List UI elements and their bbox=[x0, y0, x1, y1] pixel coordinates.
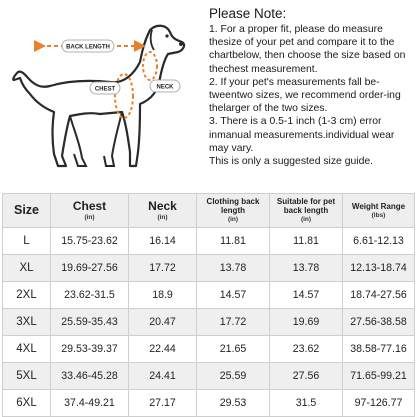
cell-size: XL bbox=[3, 255, 51, 282]
cell-pet-back-length: 23.62 bbox=[270, 336, 343, 363]
cell-weight-range: 38.58-77.16 bbox=[343, 336, 415, 363]
header-clothing-back-length: Clothing back length (in) bbox=[197, 194, 270, 228]
cell-weight-range: 27.56-38.58 bbox=[343, 309, 415, 336]
note-paragraph-2: 2. If your pet's measurements fall be-tweentwo sizes, we recommend order-ing thelarger of the two sizes. bbox=[209, 76, 401, 115]
dog-outline-illustration bbox=[0, 0, 200, 192]
table-row bbox=[3, 309, 415, 336]
cell-neck: 17.72 bbox=[129, 255, 197, 282]
cell-clothing-back-length: 25.59 bbox=[197, 363, 270, 390]
header-neck: Neck (in) bbox=[129, 194, 197, 228]
table-header-row bbox=[3, 194, 415, 228]
cell-neck: 20.47 bbox=[129, 309, 197, 336]
cell-pet-back-length: 13.78 bbox=[270, 255, 343, 282]
note-title: Please Note: bbox=[209, 6, 287, 21]
cell-pet-back-length: 31.5 bbox=[270, 390, 343, 417]
note-paragraph-3: 3. There is a 0.5-1 inch (1-3 cm) error inmanual measurements.individual wear may vary. bbox=[209, 116, 395, 154]
note-paragraph-1: 1. For a proper fit, please do measure thesize of your pet and compare it to the chartbelow, then choose the size based on thechest measurement. bbox=[209, 24, 406, 75]
cell-weight-range: 6.61-12.13 bbox=[343, 228, 415, 255]
cell-neck: 24.41 bbox=[129, 363, 197, 390]
cell-neck: 16.14 bbox=[129, 228, 197, 255]
cell-weight-range: 18.74-27.56 bbox=[343, 282, 415, 309]
size-note bbox=[209, 6, 414, 168]
neck-label: NECK bbox=[156, 84, 174, 91]
table-row bbox=[3, 363, 415, 390]
cell-clothing-back-length: 29.53 bbox=[197, 390, 270, 417]
cell-chest: 19.69-27.56 bbox=[51, 255, 129, 282]
size-chart-table bbox=[2, 193, 415, 417]
cell-size: 2XL bbox=[3, 282, 51, 309]
cell-chest: 23.62-31.5 bbox=[51, 282, 129, 309]
cell-clothing-back-length: 21.65 bbox=[197, 336, 270, 363]
cell-pet-back-length: 11.81 bbox=[270, 228, 343, 255]
cell-neck: 27.17 bbox=[129, 390, 197, 417]
table-row bbox=[3, 390, 415, 417]
cell-size: L bbox=[3, 228, 51, 255]
table-row bbox=[3, 336, 415, 363]
cell-size: 5XL bbox=[3, 363, 51, 390]
cell-size: 4XL bbox=[3, 336, 51, 363]
note-paragraph-4: This is only a suggested size guide. bbox=[209, 156, 374, 168]
cell-neck: 22.44 bbox=[129, 336, 197, 363]
cell-chest: 25.59-35.43 bbox=[51, 309, 129, 336]
cell-weight-range: 97-126.77 bbox=[343, 390, 415, 417]
cell-clothing-back-length: 17.72 bbox=[197, 309, 270, 336]
cell-clothing-back-length: 14.57 bbox=[197, 282, 270, 309]
header-size: Size bbox=[3, 194, 51, 228]
cell-chest: 33.46-45.28 bbox=[51, 363, 129, 390]
back-length-label: BACK LENGTH bbox=[66, 44, 110, 51]
cell-clothing-back-length: 13.78 bbox=[197, 255, 270, 282]
cell-clothing-back-length: 11.81 bbox=[197, 228, 270, 255]
cell-weight-range: 12.13-18.74 bbox=[343, 255, 415, 282]
cell-weight-range: 71.65-99.21 bbox=[343, 363, 415, 390]
table-row bbox=[3, 282, 415, 309]
cell-chest: 15.75-23.62 bbox=[51, 228, 129, 255]
cell-pet-back-length: 19.69 bbox=[270, 309, 343, 336]
header-weight-range: Weight Range (lbs) bbox=[343, 194, 415, 228]
cell-pet-back-length: 27.56 bbox=[270, 363, 343, 390]
cell-size: 3XL bbox=[3, 309, 51, 336]
table-row bbox=[3, 255, 415, 282]
cell-size: 6XL bbox=[3, 390, 51, 417]
cell-pet-back-length: 14.57 bbox=[270, 282, 343, 309]
cell-chest: 29.53-39.37 bbox=[51, 336, 129, 363]
cell-chest: 37.4-49.21 bbox=[51, 390, 129, 417]
header-chest: Chest (in) bbox=[51, 194, 129, 228]
cell-neck: 18.9 bbox=[129, 282, 197, 309]
dog-measurement-diagram bbox=[0, 0, 200, 192]
header-pet-back-length: Suitable for pet back length (in) bbox=[270, 194, 343, 228]
table-row bbox=[3, 228, 415, 255]
chest-label: CHEST bbox=[94, 86, 116, 93]
